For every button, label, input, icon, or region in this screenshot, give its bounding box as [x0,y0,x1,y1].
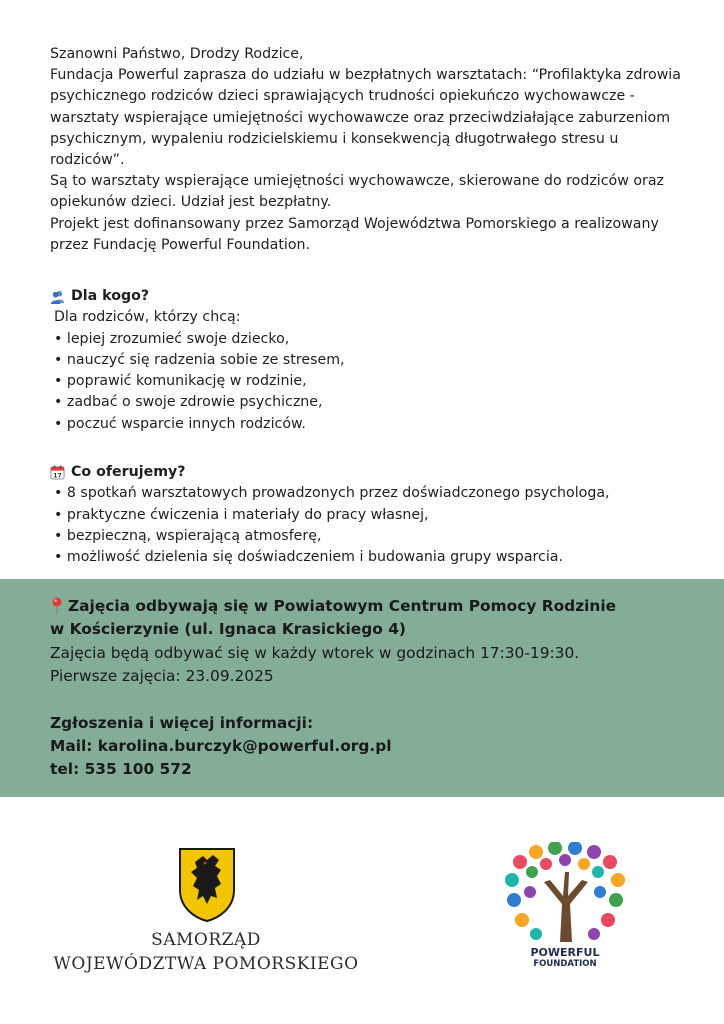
list-item: • bezpieczną, wspierającą atmosferę, [50,526,690,547]
logo-text-powerful: POWERFUL [530,946,600,959]
info-band [0,579,724,797]
svg-text:17: 17 [53,472,62,480]
location-line-1: Zajęcia odbywają się w Powiatowym Centrum Pomocy Rodzinie [68,597,617,615]
intro-paragraph-3: Projekt jest dofinansowany przez Samorząd Województwa Pomorskiego a realizowany przez Fundację Powerful Foundation. [50,215,659,253]
location-line-1-row [50,595,690,618]
powerful-foundation-logo [500,842,630,978]
intro-text [50,44,690,256]
location-line-2: w Kościerzynie (ul. Ignaca Krasickiego 4) [50,620,406,639]
people-icon [50,289,65,304]
list-item: • zadbać o swoje zdrowie psychiczne, [50,392,690,413]
for-whom-lead: Dla rodziców, którzy chcą: [54,309,241,326]
greeting: Szanowni Państwo, Drodzy Rodzice, [50,46,304,62]
list-item: • poprawić komunikację w rodzinie, [50,371,690,392]
list-item: • możliwość dzielenia się doświadczeniem i budowania grupy wsparcia. [50,547,690,568]
intro-paragraph-2: Są to warsztaty wspierające umiejętności wychowawcze, skierowane do rodziców oraz opiekunów dzieci. Udział jest bezpłatny. [50,173,664,211]
list-item: • lepiej zrozumieć swoje dziecko, [50,329,690,350]
for-whom-heading: Dla kogo? [71,288,150,304]
schedule-text: Zajęcia będą odbywać się w każdy wtorek w godzinach 17:30-19:30. [50,643,580,662]
contact-mail: Mail: karolina.burczyk@powerful.org.pl [50,737,392,756]
for-whom-heading-row [50,286,690,307]
first-session-text: Pierwsze zajęcia: 23.09.2025 [50,667,274,686]
offer-heading: Co oferujemy? [71,464,186,480]
for-whom-section [50,286,690,435]
pin-icon [50,597,64,615]
pomorskie-logo [50,842,370,982]
list-item: • 8 spotkań warsztatowych prowadzonych przez doświadczonego psychologa, [50,483,690,504]
contact-phone: tel: 535 100 572 [50,760,192,779]
logo-text-foundation: FOUNDATION [533,959,597,969]
info-band-content [50,595,690,782]
offer-heading-row [50,462,690,483]
list-item: • nauczyć się radzenia sobie ze stresem, [50,350,690,371]
contact-heading: Zgłoszenia i więcej informacji: [50,713,314,732]
for-whom-list [50,329,690,435]
calendar-icon [50,465,65,480]
offer-section [50,462,690,568]
list-item: • praktyczne ćwiczenia i materiały do pracy własnej, [50,505,690,526]
intro-paragraph-1: Fundacja Powerful zaprasza do udziału w bezpłatnych warsztatach: “Profilaktyka zdrowia psychicznego rodziców dzieci sprawiających trudności opiekuńczo wychowawcze - warsztaty wspierające umiejętności wychowawcze oraz przeciwdziałające zaburzeniom psychicznym, wypaleniu rodzicielskiemu i konsekwencją długotrwałego stresu u rodziców”. [50,67,681,169]
logo-text-line-2: WOJEWÓDZTWA POMORSKIEGO [53,954,359,974]
offer-list [50,483,690,568]
list-item: • poczuć wsparcie innych rodziców. [50,414,690,435]
logo-text-line-1: SAMORZĄD [151,930,261,950]
griffin-crest-icon [177,846,237,922]
tree-of-hands-icon [500,842,630,946]
